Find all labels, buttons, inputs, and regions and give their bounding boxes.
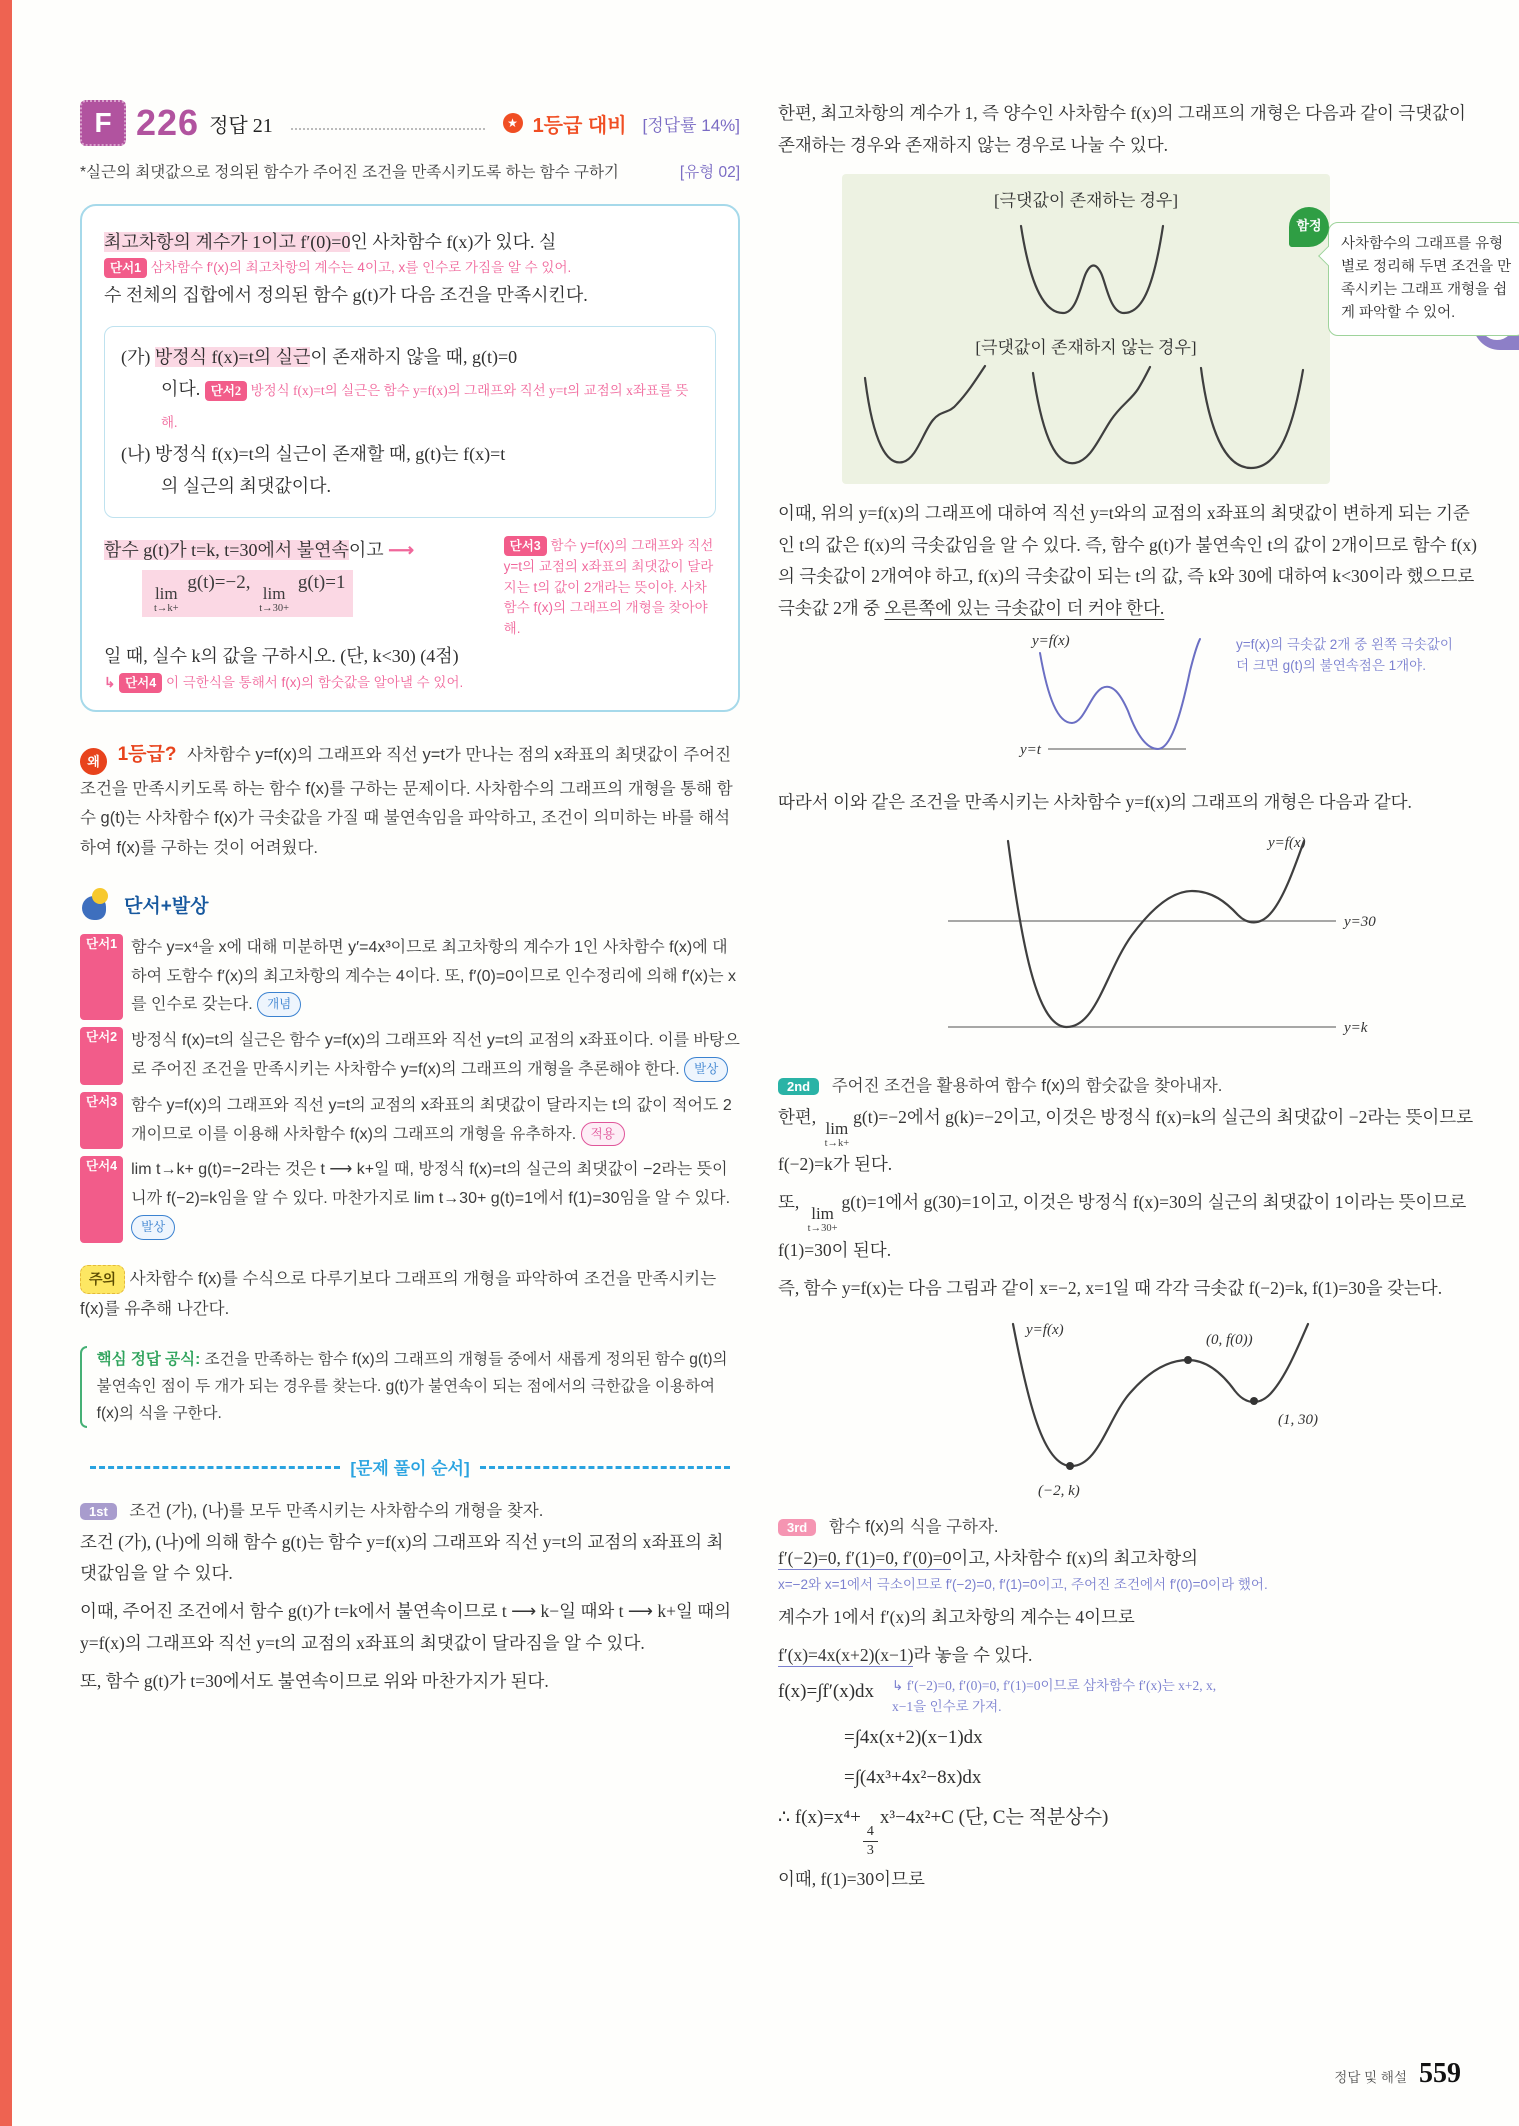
discontinuity-line — [104, 534, 496, 566]
clue-item-4-text — [131, 1156, 740, 1242]
condition-box — [104, 326, 716, 518]
step3-title: 함수 f(x)의 식을 구하자. — [828, 1518, 999, 1537]
step3-line1-rest: 이고, 사차함수 f(x)의 최고차항의 — [951, 1548, 1199, 1569]
w-shape-curve — [991, 211, 1181, 331]
page-footer — [1334, 2058, 1461, 2090]
step2-limit2 — [808, 1205, 838, 1235]
star-icon: ★ — [503, 113, 523, 133]
clue2-badge: 단서2 — [205, 381, 247, 401]
g2-fx-label: y=f(x) — [1268, 834, 1306, 851]
extrema-figure — [928, 1312, 1478, 1507]
quartic-shapes-figure — [842, 174, 1512, 484]
right-paragraph-1-body: 이때, 위의 y=f(x)의 그래프에 대하여 직선 y=t와의 교점의 x좌표의 최댓값이 변하게 되는 기준인 t의 값은 f(x)의 극솟값임을 알 수 있다. 즉, 함수 g(t)가 불연속인 t의 값이 2개이므로 함수 f(x)의 극솟값이 2개여야 하고, f(x)의 극솟값이 되는 t의 값, 즉 k와 30에 대하여 k<30이라 했으므로 극솟값 2개 중 — [778, 502, 1478, 619]
right-paragraph-1-underlined: 오른쪽에 있는 극솟값이 더 커야 한다. — [884, 598, 1165, 619]
right-intro: 한편, 최고차항의 계수가 1, 즉 양수인 사차함수 f(x)의 그래프의 개형은 다음과 같이 극댓값이 존재하는 경우와 존재하지 않는 경우로 나눌 수 있다. — [778, 103, 1466, 155]
condition-a-tail-row — [161, 373, 699, 438]
left-min-higher-figure — [1018, 631, 1478, 781]
answer-label: 정답 21 — [209, 114, 273, 137]
quartic-shapes-box — [842, 174, 1330, 484]
left-column — [80, 100, 740, 1698]
u-curve-right — [1182, 358, 1322, 478]
problem-subtitle: *실근의 최댓값으로 정의된 함수가 주어진 조건을 만족시키도록 하는 함수 구하기 — [80, 164, 619, 181]
problem-line1 — [104, 226, 716, 258]
g3-fx-label: y=f(x) — [1026, 1322, 1064, 1339]
why-title: 1등급? — [117, 743, 177, 765]
step1-badge: 1st — [80, 1503, 117, 1520]
problem-subtitle-row — [80, 160, 740, 182]
condition-a-rest: 이 존재하지 않을 때, g(t)=0 — [310, 346, 518, 367]
step1-header — [80, 1497, 740, 1521]
clue-item-3-badge: 단서3 — [80, 1092, 123, 1150]
step3-line-3 — [778, 1640, 1478, 1672]
clue-item-3-body: 함수 y=f(x)의 그래프와 직선 y=t의 교점의 x좌표의 최댓값이 달라지는 t의 값이 적어도 2개이므로 이를 이용해 사차함수 f(x)의 그래프의 개형을 유추하자. — [131, 1096, 732, 1143]
limit1-sub: t→k+ — [154, 603, 179, 615]
limit2-word: lim — [262, 584, 286, 604]
clue3-text: 함수 y=f(x)의 그래프와 직선 y=t의 교점의 x좌표의 최댓값이 달라지는 t의 값이 2개라는 뜻이야. 사차함수 f(x)의 그래프의 개형을 찾아야 해. — [503, 537, 714, 637]
key-formula-text: 조건을 만족하는 함수 f(x)의 그래프의 개형들 중에서 새롭게 정의된 함수 g(t)의 불연속인 점이 두 개가 되는 경우를 찾는다. g(t)가 불연속이 되는 점에서의 극한값을 이용하여 f(x)의 식을 구한다. — [96, 1351, 728, 1423]
caution-section — [80, 1265, 740, 1324]
problem-number: 226 — [136, 102, 200, 143]
dotted-leader — [291, 116, 485, 130]
clue-item-4-body: lim t→k+ g(t)=−2라는 것은 t ⟶ k+일 때, 방정식 f(x)=t의 실근의 최댓값이 −2라는 뜻이니까 f(−2)=k임을 알 수 있다. 마찬가지로 lim t→30+ g(t)=1에서 f(1)=30임을 알 수 있다. — [131, 1161, 731, 1208]
step3-blue-note-2: ↳ f′(−2)=0, f′(0)=0, f′(1)=0이므로 삼차함수 f′(x)는 x+2, x, x−1을 인수로 가져. — [892, 1677, 1217, 1714]
left-min-higher-graph — [1018, 631, 1228, 781]
step2-p1-pre: 한편, — [778, 1106, 821, 1127]
discontinuity-highlight: 함수 g(t)가 t=k, t=30에서 불연속 — [104, 539, 349, 560]
step3-eq1: f(x)=∫f′(x)dx — [778, 1680, 875, 1702]
step3-blue-note-1: x=−2와 x=1에서 극소이므로 f′(−2)=0, f′(1)=0이고, 주어진 조건에서 f′(0)=0이라 했어. — [778, 1577, 1268, 1593]
step2-paragraph-1 — [778, 1102, 1478, 1181]
clue1-badge: 단서1 — [104, 258, 147, 278]
why-badge: 왜 — [80, 748, 107, 775]
step2-paragraph-3: 즉, 함수 y=f(x)는 다음 그림과 같이 x=−2, x=1일 때 각각 극솟값 f(−2)=k, f(1)=30을 갖는다. — [778, 1277, 1443, 1298]
footer-label: 정답 및 해설 — [1334, 2070, 1407, 2085]
step3-integral-1 — [778, 1672, 1478, 1718]
condition-a-pre: (가) — [121, 346, 155, 367]
clue-item-4-badge: 단서4 — [80, 1156, 123, 1242]
step2-limit2-sub: t→30+ — [807, 1223, 838, 1235]
no-local-max-label: [극댓값이 존재하지 않는 경우] — [975, 337, 1197, 357]
condition-a — [121, 341, 699, 373]
clue-item-3-tag: 적용 — [581, 1122, 625, 1147]
problem-line1-rest: 인 사차함수 f(x)가 있다. 실 — [350, 232, 557, 252]
step3-result — [778, 1798, 1478, 1858]
clue-item-1-tag: 개념 — [257, 992, 301, 1017]
problem-line2: 수 전체의 집합에서 정의된 함수 g(t)가 다음 조건을 만족시킨다. — [104, 285, 588, 306]
clue-item-4-tag: 발상 — [131, 1215, 175, 1240]
step3-result-post: x³−4x²+C (단, C는 적분상수) — [879, 1806, 1109, 1828]
caution-text: 사차함수 f(x)를 수식으로 다루기보다 그래프의 개형을 파악하여 조건을 만족시키는 f(x)를 유추해 나간다. — [80, 1269, 717, 1318]
step1-paragraph-3: 또, 함수 g(t)가 t=30에서도 불연속이므로 위와 마찬가지가 된다. — [80, 1670, 549, 1691]
limit2-expr: g(t)=1 — [297, 572, 346, 594]
limit1-word: lim — [154, 584, 178, 604]
solve-order-divider — [80, 1454, 740, 1479]
trap-speech-bubble — [1296, 218, 1519, 337]
right-column — [778, 92, 1512, 1895]
limit1-expr: g(t)=−2, — [187, 572, 251, 594]
right-paragraph-2: 따라서 이와 같은 조건을 만족시키는 사차함수 y=f(x)의 그래프의 개형은 다음과 같다. — [778, 792, 1412, 813]
extrema-graph — [928, 1312, 1368, 1507]
clue4-note — [104, 673, 716, 694]
step3-result-pre: ∴ f(x)=x⁴+ — [778, 1806, 861, 1828]
discontinuity-left — [104, 534, 496, 641]
limit1 — [154, 585, 179, 615]
why-grade-section — [80, 738, 740, 864]
divider-dash-left — [90, 1464, 340, 1469]
quartic-with-lines-graph — [908, 829, 1378, 1064]
clue-item-2 — [80, 1027, 740, 1085]
shape-figure — [908, 829, 1478, 1064]
step2-header — [778, 1072, 1478, 1096]
condition-b-tail: 의 실근의 최댓값이다. — [161, 476, 331, 497]
key-formula-title: 핵심 정답 공식: — [96, 1351, 201, 1369]
g1-yt-label: y=t — [1020, 742, 1041, 759]
clue-item-1-body: 함수 y=x⁴을 x에 대해 미분하면 y′=4x³이므로 최고차항의 계수가 1인 사차함수 f(x)에 대하여 도함수 f′(x)의 최고차항의 계수는 4이다. 또, f′(0)=0이므로 인수정리에 의해 f′(x)는 x를 인수로 갖는다. — [131, 938, 737, 1014]
step2-p1-body: g(t)=−2에서 g(k)=−2이고, 이것은 방정식 f(x)=k의 실근의 최댓값이 −2라는 뜻이므로 f(−2)=k가 된다. — [778, 1106, 1474, 1175]
step2-title: 주어진 조건을 활용하여 함수 f(x)의 함숫값을 찾아내자. — [831, 1076, 1223, 1095]
step2-p2-body: g(t)=1에서 g(30)=1이고, 이것은 방정식 f(x)=30의 실근의 최댓값이 1이라는 뜻이므로 f(1)=30이 된다. — [778, 1192, 1467, 1260]
step2-badge: 2nd — [778, 1078, 819, 1095]
g2-yk-label: y=k — [1344, 1019, 1368, 1036]
clue3-note — [504, 534, 716, 641]
inflection-curve-middle — [1016, 358, 1166, 478]
clue-item-2-text — [131, 1027, 740, 1085]
page-edge-strip — [0, 0, 12, 2126]
idea-lightbulb-icon — [80, 888, 114, 922]
limit2 — [259, 585, 289, 615]
divider-dash-right — [480, 1464, 730, 1469]
has-local-max-curve-row — [850, 211, 1322, 331]
clue-item-1 — [80, 934, 740, 1020]
trap-pin-badge: 함정 — [1289, 207, 1329, 247]
clue2-text: 방정식 f(x)=t의 실근은 함수 y=f(x)의 그래프와 직선 y=t의 교점의 x좌표를 뜻해. — [161, 383, 689, 431]
problem-box — [80, 204, 740, 712]
fraction-denominator: 3 — [866, 1842, 874, 1858]
grade-label: 1등급 대비 — [532, 114, 627, 137]
condition-a-highlight: 방정식 f(x)=t의 실근 — [154, 346, 311, 367]
clue4-arrow: ↳ — [104, 674, 116, 690]
clue1-note — [104, 258, 716, 279]
step3-header — [778, 1513, 1478, 1537]
section-letter-badge: F — [80, 100, 126, 146]
problem-line1-highlight: 최고차항의 계수가 1이고 f′(0)=0 — [104, 232, 351, 252]
no-local-max-curve-row — [850, 358, 1322, 478]
clue4-badge: 단서4 — [119, 673, 162, 693]
clue-idea-title: 단서+발상 — [124, 896, 209, 918]
right-paragraph-1 — [778, 498, 1478, 625]
discontinuity-rest: 이고 — [348, 539, 384, 560]
g1-fx-label: y=f(x) — [1032, 633, 1070, 650]
clue4-text: 이 극한식을 통해서 f(x)의 함숫값을 알아낼 수 있어. — [165, 674, 464, 690]
clue-idea-header — [80, 888, 740, 922]
inflection-curve-left — [850, 358, 1000, 478]
step2-limit1-word: lim — [825, 1118, 849, 1138]
clue3-arrow: ⟶ — [388, 539, 414, 560]
clue1-text: 삼차함수 f′(x)의 최고차항의 계수는 4이고, x를 인수로 가짐을 알 수 있어. — [150, 260, 572, 276]
clue-item-2-body: 방정식 f(x)=t의 실근은 함수 y=f(x)의 그래프와 직선 y=t의 교점의 x좌표이다. 이를 바탕으로 주어진 조건을 만족시키는 사차함수 y=f(x)의 그래프의 개형을 추론해야 한다. — [131, 1032, 740, 1079]
step3-integral-2: =∫4x(x+2)(x−1)dx — [844, 1726, 983, 1748]
g3-leftmin-label: (−2, k) — [1038, 1483, 1080, 1500]
step3-last-line: 이때, f(1)=30이므로 — [778, 1868, 925, 1889]
g1-blue-note: y=f(x)의 극솟값 2개 중 왼쪽 극솟값이 더 크면 g(t)의 불연속점은 1개야. — [1236, 637, 1453, 673]
step3-integral-3: =∫(4x³+4x²−8x)dx — [844, 1766, 982, 1788]
trap-text: 사차함수의 그래프를 유형별로 정리해 두면 조건을 만족시키는 그래프 개형을 쉽게 파악할 수 있어. — [1341, 235, 1512, 322]
key-formula-box — [80, 1346, 740, 1427]
g3-localmax-label: (0, f(0)) — [1206, 1332, 1253, 1349]
clue3-badge: 단서3 — [504, 536, 547, 556]
solve-order-label: [문제 풀이 순서] — [350, 1458, 470, 1478]
limit-expression — [142, 570, 353, 617]
step2-p2-pre: 또, — [778, 1192, 804, 1213]
step3-line-1 — [778, 1543, 1478, 1575]
step1-paragraph-1: 조건 (가), (나)에 의해 함수 g(t)는 함수 y=f(x)의 그래프와 직선 y=t의 교점의 x좌표의 최댓값임을 알 수 있다. — [80, 1531, 724, 1584]
fraction-numerator: 4 — [863, 1825, 878, 1842]
step1-paragraph-2: 이때, 주어진 조건에서 함수 g(t)가 t=k에서 불연속이므로 t ⟶ k−일 때와 t ⟶ k+일 때의 y=f(x)의 그래프와 직선 y=t의 교점의 x좌표의 최댓값이 달라짐을 알 수 있다. — [80, 1601, 732, 1654]
step2-paragraph-2 — [778, 1187, 1478, 1266]
step2-limit2-word: lim — [811, 1204, 834, 1224]
step2-limit1-sub: t→k+ — [824, 1137, 850, 1149]
clue-item-2-badge: 단서2 — [80, 1027, 123, 1085]
step3-line-2: 계수가 1에서 f′(x)의 최고차항의 계수는 4이므로 — [778, 1607, 1135, 1628]
clue-item-2-tag: 발상 — [684, 1057, 728, 1082]
clue-item-1-badge: 단서1 — [80, 934, 123, 1020]
g3-rightmin-label: (1, 30) — [1278, 1412, 1318, 1429]
discontinuity-row — [104, 534, 716, 641]
clue2-note — [161, 383, 688, 430]
clue-item-3 — [80, 1092, 740, 1150]
clue-item-4 — [80, 1156, 740, 1242]
has-local-max-label: [극댓값이 존재하는 경우] — [993, 190, 1179, 210]
answer-rate: [정답률 14%] — [642, 115, 740, 135]
type-label: [유형 02] — [679, 164, 740, 181]
step3-fprime-formula: f′(x)=4x(x+2)(x−1) — [778, 1645, 914, 1666]
g2-y30-label: y=30 — [1344, 913, 1376, 930]
key-formula-text-wrap — [97, 1346, 740, 1427]
footer-page-number: 559 — [1419, 2058, 1461, 2089]
condition-a-tail: 이다. — [161, 379, 201, 400]
step3-derivative-zeros: f′(−2)=0, f′(1)=0, f′(0)=0 — [778, 1548, 952, 1569]
condition-b: (나) 방정식 f(x)=t의 실근이 존재할 때, g(t)는 f(x)=t — [121, 443, 506, 464]
key-formula-brace — [80, 1346, 87, 1427]
caution-badge: 주의 — [80, 1265, 125, 1294]
why-text: 사차함수 y=f(x)의 그래프와 직선 y=t가 만나는 점의 x좌표의 최댓값이 주어진 조건을 만족시키도록 하는 함수 f(x)를 구하는 문제이다. 사차함수의 그래프의 개형을 통해 함수 g(t)는 사차함수 f(x)가 극솟값을 가질 때 불연속임을 파악하고, 조건이 의미하는 바를 해석하여 f(x)를 구하는 것이 어려웠다. — [80, 745, 733, 858]
fraction-four-thirds — [863, 1825, 878, 1858]
problem-header — [80, 100, 740, 146]
clue-item-3-text — [131, 1092, 740, 1150]
step3-line3-rest: 라 놓을 수 있다. — [913, 1645, 1033, 1666]
step3-badge: 3rd — [778, 1519, 816, 1536]
question-line: 일 때, 실수 k의 값을 구하시오. (단, k<30) (4점) — [104, 646, 459, 667]
limit2-sub: t→30+ — [259, 603, 290, 615]
step2-limit1 — [825, 1120, 850, 1150]
clue-item-1-text — [131, 934, 740, 1020]
step1-title: 조건 (가), (나)를 모두 만족시키는 사차함수의 개형을 찾자. — [129, 1501, 544, 1520]
